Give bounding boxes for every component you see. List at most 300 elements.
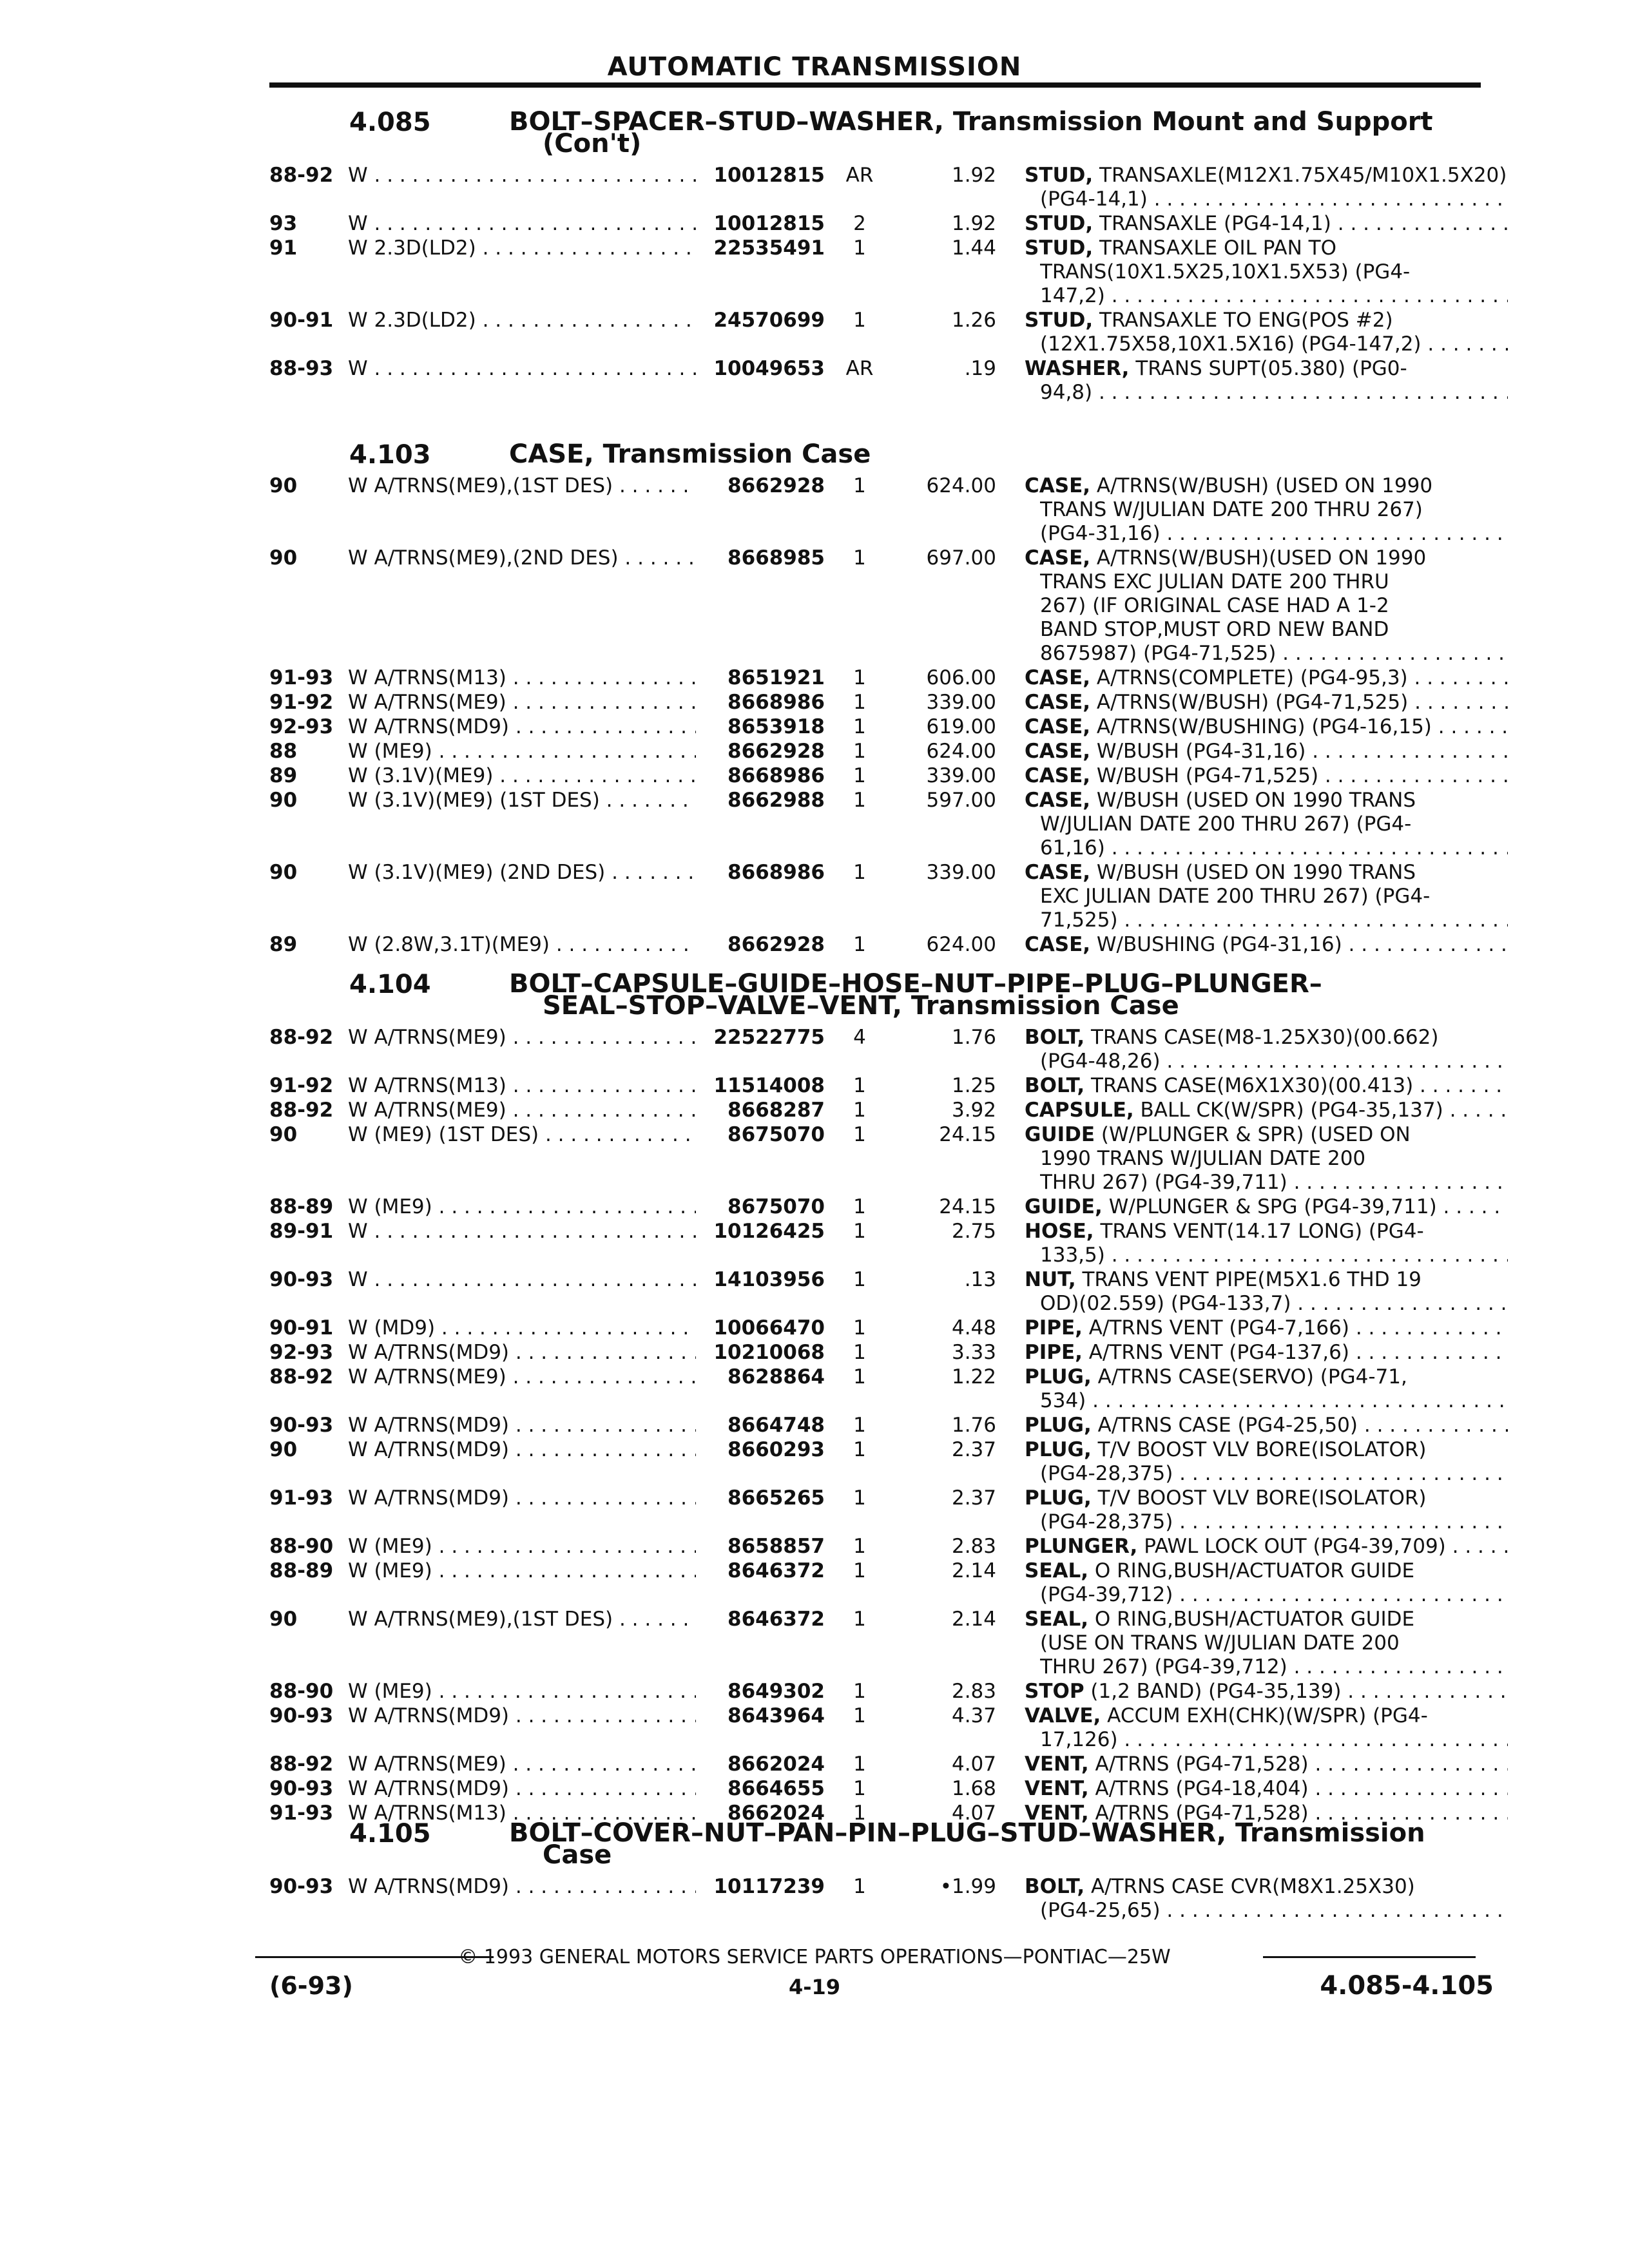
part-number: 8675070 [728,1195,825,1218]
section-number: 4.085 [349,108,431,137]
part-name: STUD, [1025,309,1094,332]
description-text: TRANS VENT(14.17 LONG) (PG4- [1100,1220,1424,1243]
price: 1.92 [951,164,996,187]
model-years: 88-89 [269,1559,334,1582]
model-years: 90 [269,861,298,884]
part-row [0,1559,1629,1607]
description-text: A/TRNS(W/BUSHING) (PG4-16,15) [1096,715,1432,738]
quantity: AR [845,357,874,380]
part-row [0,666,1629,690]
section-title: (Con't) [543,129,642,159]
section-title: CASE, Transmission Case [509,439,871,469]
description-line: (PG4-14,1) . . . [1040,187,1508,211]
application: W (ME9) . . . [348,1535,696,1558]
quantity: 1 [853,1099,866,1122]
quantity: 1 [853,861,866,884]
quantity: 1 [853,1074,866,1097]
description-line: (PG4-48,26) . . . [1040,1050,1508,1073]
part-row [0,164,1629,211]
part-number: 8662928 [728,933,825,956]
application: W (ME9) (1ST DES) . . . [348,1123,696,1146]
quantity: 1 [853,1268,866,1291]
part-name: VALVE, [1025,1704,1101,1727]
part-number: 10117239 [713,1875,825,1898]
part-row [0,1753,1629,1776]
part-name: PLUG, [1025,1486,1092,1510]
price: 24.15 [939,1123,996,1146]
part-number: 8668986 [728,691,825,714]
part-row [0,1341,1629,1365]
part-name: STUD, [1025,236,1094,260]
quantity: 1 [853,1486,866,1510]
application: W . . . [348,357,696,380]
price: 624.00 [926,474,996,497]
application: W A/TRNS(MD9) . . . [348,1341,696,1364]
part-number: 11514008 [713,1074,825,1097]
description-line [1025,236,1508,260]
model-years: 90-93 [269,1704,334,1727]
description-text: (W/PLUNGER & SPR) (USED ON [1101,1123,1411,1146]
part-row [0,789,1629,860]
description-line [1025,666,1508,689]
price: 339.00 [926,691,996,714]
quantity: 1 [853,1123,866,1146]
description-line: (USE ON TRANS W/JULIAN DATE 200 [1040,1631,1400,1655]
description-line [1025,1680,1508,1703]
part-name: PLUG, [1025,1365,1092,1389]
description-line [1025,212,1508,235]
description-line: (PG4-31,16) . . . [1040,522,1508,545]
model-years: 90-93 [269,1875,334,1898]
description-text: A/TRNS(W/BUSH) (PG4-71,525) [1096,691,1409,714]
part-name: PLUG, [1025,1414,1092,1437]
part-row [0,474,1629,546]
description-line [1025,357,1508,380]
quantity: 1 [853,1704,866,1727]
part-number: 8675070 [728,1123,825,1146]
description-line [1025,1608,1508,1631]
model-years: 90-91 [269,1316,334,1340]
model-years: 90 [269,789,298,812]
application: W A/TRNS(ME9),(1ST DES) . . . [348,474,696,497]
part-name: BOLT, [1025,1074,1085,1097]
part-row [0,1268,1629,1316]
application: W . . . [348,1268,696,1291]
quantity: 1 [853,1438,866,1461]
quantity: 1 [853,1414,866,1437]
part-number: 8668986 [728,764,825,787]
model-years: 89 [269,933,298,956]
description-line [1025,1316,1508,1340]
part-name: CASE, [1025,861,1091,884]
price: 4.48 [951,1316,996,1340]
description-line [1025,474,1508,497]
description-line: TRANS EXC JULIAN DATE 200 THRU [1040,570,1389,593]
part-number: 8658857 [728,1535,825,1558]
quantity: 1 [853,740,866,763]
part-name: GUIDE [1025,1123,1095,1146]
description-text: PAWL LOCK OUT (PG4-39,709) [1144,1535,1446,1558]
application: W A/TRNS(MD9) . . . [348,715,696,738]
description-line [1025,1414,1508,1437]
part-name: STUD, [1025,164,1094,187]
application: W (ME9) . . . [348,1680,696,1703]
part-number: 14103956 [713,1268,825,1291]
price: 2.83 [951,1680,996,1703]
model-years: 88-90 [269,1680,334,1703]
price: 624.00 [926,740,996,763]
description-line [1025,715,1508,738]
application: W . . . [348,164,696,187]
description-line [1025,933,1508,956]
quantity: 1 [853,1559,866,1582]
description-line: EXC JULIAN DATE 200 THRU 267) (PG4- [1040,885,1431,908]
application: W A/TRNS(ME9) . . . [348,1753,696,1776]
application: W A/TRNS(ME9) . . . [348,1365,696,1389]
description-line [1025,1704,1508,1727]
application: W (ME9) . . . [348,1559,696,1582]
part-name: BOLT, [1025,1875,1085,1898]
description-text: T/V BOOST VLV BORE(ISOLATOR) [1097,1438,1427,1461]
quantity: 1 [853,691,866,714]
part-number: 8668287 [728,1099,825,1122]
part-number: 22522775 [713,1026,825,1049]
description-text: A/TRNS(W/BUSH)(USED ON 1990 [1096,546,1427,570]
description-line: 8675987) (PG4-71,525) . . . [1040,642,1508,665]
application: W A/TRNS(M13) . . . [348,1802,696,1825]
part-name: CASE, [1025,691,1091,714]
model-years: 88-92 [269,164,334,187]
description-text: TRANS VENT PIPE(M5X1.6 THD 19 [1082,1268,1422,1291]
model-years: 91-93 [269,1802,334,1825]
section-number: 4.105 [349,1819,431,1849]
description-line [1025,1220,1508,1243]
quantity: 1 [853,715,866,738]
quantity: 1 [853,309,866,332]
date-code: (6-93) [269,1972,353,2000]
part-row [0,1123,1629,1195]
price: 1.92 [951,212,996,235]
description-text: A/TRNS CASE CVR(M8X1.25X30) [1090,1875,1415,1898]
application: W A/TRNS(MD9) . . . [348,1414,696,1437]
description-line [1025,1875,1508,1898]
quantity: 1 [853,1680,866,1703]
description-line: OD)(02.559) (PG4-133,7) . . . [1040,1292,1508,1315]
application: W . . . [348,212,696,235]
part-row [0,861,1629,932]
model-years: 88-92 [269,1026,334,1049]
quantity: 1 [853,666,866,689]
part-name: CAPSULE, [1025,1099,1134,1122]
quantity: 1 [853,1875,866,1898]
description-line [1025,1559,1508,1582]
quantity: 1 [853,1341,866,1364]
price: 2.83 [951,1535,996,1558]
model-years: 88-92 [269,1099,334,1122]
part-row [0,1195,1629,1219]
price: 4.37 [951,1704,996,1727]
description-line [1025,1074,1508,1097]
description-line [1025,764,1508,787]
description-line [1025,164,1508,187]
part-number: 10210068 [713,1341,825,1364]
description-line [1025,1365,1508,1389]
part-number: 8665265 [728,1486,825,1510]
price: 1.26 [951,309,996,332]
part-row [0,740,1629,764]
description-line [1025,1341,1508,1364]
part-row [0,1316,1629,1340]
description-line [1025,1753,1508,1776]
price: 2.75 [951,1220,996,1243]
part-name: CASE, [1025,666,1091,689]
price: 697.00 [926,546,996,570]
model-years: 90-93 [269,1777,334,1800]
model-years: 90 [269,1438,298,1461]
section-title: Case [543,1840,612,1870]
description-line [1025,861,1508,884]
description-line: 1990 TRANS W/JULIAN DATE 200 [1040,1147,1366,1170]
description-line [1025,546,1508,570]
description-line: 17,126) . . . [1040,1728,1508,1751]
quantity: 1 [853,1535,866,1558]
description-line [1025,691,1508,714]
model-years: 92-93 [269,715,334,738]
part-name: CASE, [1025,740,1091,763]
price: 3.33 [951,1341,996,1364]
price: 24.15 [939,1195,996,1218]
part-number: 10012815 [713,212,825,235]
part-number: 8662928 [728,740,825,763]
part-row [0,1026,1629,1073]
quantity: 1 [853,1753,866,1776]
section-title: BOLT–COVER–NUT–PAN–PIN–PLUG–STUD–WASHER, Transmission [509,1818,1425,1848]
description-text: TRANSAXLE TO ENG(POS #2) [1099,309,1393,332]
part-number: 10126425 [713,1220,825,1243]
application: W A/TRNS(ME9) . . . [348,1026,696,1049]
part-name: NUT, [1025,1268,1076,1291]
description-line: TRANS(10X1.5X25,10X1.5X53) (PG4- [1040,260,1411,284]
description-line: (PG4-28,375) . . . [1040,1462,1508,1485]
description-text: W/PLUNGER & SPG (PG4-39,711) [1108,1195,1437,1218]
application: W 2.3D(LD2) . . . [348,309,696,332]
part-row [0,933,1629,957]
model-years: 88-93 [269,357,334,380]
part-row [0,1680,1629,1704]
part-row [0,764,1629,788]
description-text: TRANS SUPT(05.380) (PG0- [1135,357,1407,380]
description-line [1025,1268,1508,1291]
description-line: 534) . . . [1040,1389,1508,1412]
description-line: BAND STOP,MUST ORD NEW BAND [1040,618,1389,641]
model-years: 90 [269,1608,298,1631]
description-line [1025,1535,1508,1558]
part-number: 8662988 [728,789,825,812]
part-name: PLUNGER, [1025,1535,1138,1558]
part-row [0,212,1629,236]
part-name: PLUG, [1025,1438,1092,1461]
description-line: (PG4-25,65) . . . [1040,1899,1508,1922]
part-number: 22535491 [713,236,825,260]
part-row [0,309,1629,356]
description-line [1025,309,1508,332]
part-name: CASE, [1025,933,1091,956]
description-line: 61,16) . . . [1040,836,1508,860]
description-line [1025,1777,1508,1800]
price: •1.99 [940,1875,996,1898]
application: W A/TRNS(MD9) . . . [348,1875,696,1898]
model-years: 91 [269,236,298,260]
model-years: 90 [269,546,298,570]
model-years: 92-93 [269,1341,334,1364]
description-line [1025,1026,1508,1049]
model-years: 90 [269,1123,298,1146]
quantity: 1 [853,933,866,956]
part-number: 8662928 [728,474,825,497]
price: 4.07 [951,1753,996,1776]
part-name: GUIDE, [1025,1195,1103,1218]
part-number: 10066470 [713,1316,825,1340]
quantity: 1 [853,236,866,260]
application: W A/TRNS(MD9) . . . [348,1704,696,1727]
part-number: 8651921 [728,666,825,689]
part-row [0,691,1629,715]
part-name: PIPE, [1025,1341,1083,1364]
part-row [0,1704,1629,1752]
description-text: A/TRNS (PG4-18,404) [1095,1777,1309,1800]
price: 2.14 [951,1559,996,1582]
part-number: 8649302 [728,1680,825,1703]
description-text: A/TRNS VENT (PG4-137,6) [1088,1341,1349,1364]
price: 1.25 [951,1074,996,1097]
part-name: VENT, [1025,1753,1089,1776]
price: 339.00 [926,764,996,787]
description-line: (12X1.75X58,10X1.5X16) (PG4-147,2) . . . [1040,332,1508,356]
quantity: 1 [853,1220,866,1243]
section-number: 4.104 [349,970,431,999]
description-line: (PG4-28,375) . . . [1040,1510,1508,1533]
part-row [0,546,1629,666]
application: W (ME9) . . . [348,740,696,763]
application: W A/TRNS(MD9) . . . [348,1438,696,1461]
model-years: 90-93 [269,1414,334,1437]
quantity: 4 [853,1026,866,1049]
part-name: CASE, [1025,764,1091,787]
title-rule [269,82,1481,88]
price: 1.68 [951,1777,996,1800]
application: W . . . [348,1220,696,1243]
quantity: 1 [853,1802,866,1825]
page-number: 4-19 [788,1975,841,1999]
price: .19 [964,357,996,380]
part-number: 10012815 [713,164,825,187]
description-line: 147,2) . . . [1040,284,1508,307]
price: 1.44 [951,236,996,260]
model-years: 88-92 [269,1753,334,1776]
price: .13 [964,1268,996,1291]
description-line: (PG4-39,712) . . . [1040,1583,1508,1606]
part-row [0,1486,1629,1534]
description-text: TRANSAXLE(M12X1.75X45/M10X1.5X20) [1099,164,1507,187]
part-row [0,236,1629,308]
part-row [0,1875,1629,1923]
copyright: © 1993 GENERAL MOTORS SERVICE PARTS OPERATIONS—PONTIAC—25W [458,1946,1171,1968]
model-years: 89 [269,764,298,787]
description-text: W/BUSH (USED ON 1990 TRANS [1096,789,1416,812]
description-line: TRANS W/JULIAN DATE 200 THRU 267) [1040,498,1423,521]
application: W A/TRNS(M13) . . . [348,1074,696,1097]
part-name: CASE, [1025,474,1091,497]
part-number: 8664748 [728,1414,825,1437]
section-number: 4.103 [349,440,431,470]
part-name: SEAL, [1025,1559,1089,1582]
quantity: 1 [853,1365,866,1389]
application: W A/TRNS(M13) . . . [348,666,696,689]
part-name: HOSE, [1025,1220,1094,1243]
part-name: CASE, [1025,546,1091,570]
description-text: (1,2 BAND) (PG4-35,139) [1090,1680,1342,1703]
description-text: A/TRNS(COMPLETE) (PG4-95,3) [1096,666,1408,689]
model-years: 91-93 [269,1486,334,1510]
application: W A/TRNS(ME9) . . . [348,1099,696,1122]
quantity: 1 [853,789,866,812]
quantity: 1 [853,546,866,570]
part-name: CASE, [1025,715,1091,738]
part-name: CASE, [1025,789,1091,812]
description-text: TRANS CASE(M6X1X30)(00.413) [1090,1074,1414,1097]
part-number: 8646372 [728,1559,825,1582]
description-line [1025,1195,1508,1218]
price: 4.07 [951,1802,996,1825]
part-name: VENT, [1025,1777,1089,1800]
description-line [1025,1438,1508,1461]
model-years: 88-92 [269,1365,334,1389]
part-row [0,1608,1629,1679]
description-text: W/BUSHING (PG4-31,16) [1096,933,1342,956]
part-name: STUD, [1025,212,1094,235]
description-line [1025,740,1508,763]
application: W A/TRNS(MD9) . . . [348,1486,696,1510]
part-row [0,1438,1629,1486]
description-text: A/TRNS CASE (PG4-25,50) [1097,1414,1358,1437]
description-line: 94,8) . . . [1040,381,1508,404]
part-number: 24570699 [713,309,825,332]
part-row [0,1365,1629,1413]
part-row [0,1074,1629,1098]
model-years: 91-93 [269,666,334,689]
description-line: 267) (IF ORIGINAL CASE HAD A 1-2 [1040,594,1389,617]
model-years: 90-93 [269,1268,334,1291]
application: W (3.1V)(ME9) . . . [348,764,696,787]
price: 2.37 [951,1486,996,1510]
price: 1.76 [951,1414,996,1437]
model-years: 93 [269,212,298,235]
part-number: 8668985 [728,546,825,570]
description-line [1025,1123,1508,1146]
description-text: O RING,BUSH/ACTUATOR GUIDE [1094,1559,1415,1582]
application: W (3.1V)(ME9) (2ND DES) . . . [348,861,696,884]
part-name: WASHER, [1025,357,1130,380]
model-years: 88 [269,740,298,763]
description-text: T/V BOOST VLV BORE(ISOLATOR) [1097,1486,1427,1510]
page-title: AUTOMATIC TRANSMISSION [607,52,1022,82]
part-number: 8662024 [728,1753,825,1776]
part-number: 8668986 [728,861,825,884]
description-text: O RING,BUSH/ACTUATOR GUIDE [1094,1608,1415,1631]
part-number: 8646372 [728,1608,825,1631]
part-name: SEAL, [1025,1608,1089,1631]
model-years: 88-89 [269,1195,334,1218]
